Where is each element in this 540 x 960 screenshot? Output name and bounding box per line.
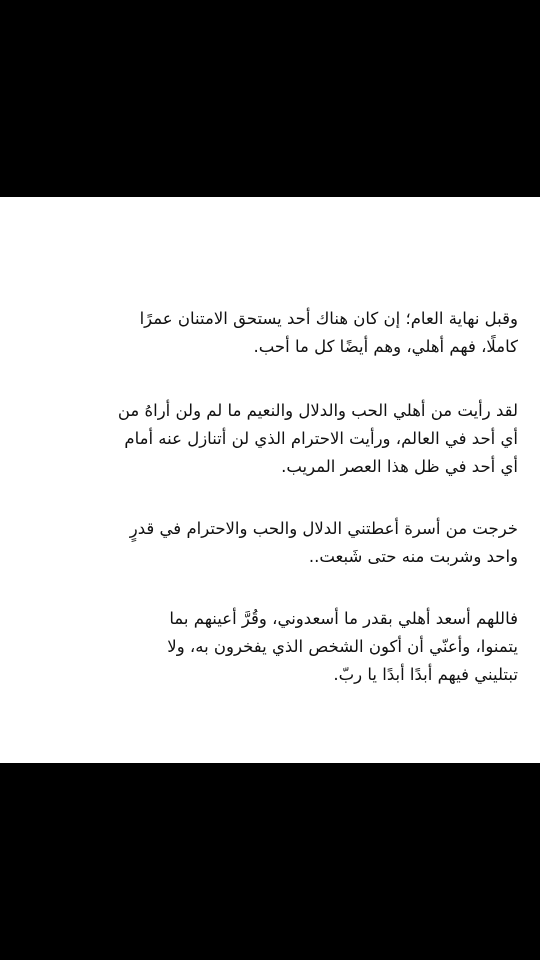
paragraph-1 xyxy=(18,305,518,361)
paragraph-line: لقد رأيت من أهلي الحب والدلال والنعيم ما لم ولن أراهُ من xyxy=(117,401,518,420)
paragraph-line: وقبل نهاية العام؛ إن كان هناك أحد يستحق الامتنان عمرًا xyxy=(139,309,518,328)
paragraph-2 xyxy=(18,397,518,481)
paragraph-line: خرجت من أسرة أعطتني الدلال والحب والاحترام في قدرٍ xyxy=(129,519,518,538)
paragraph-line: تبتليني فيهم أبدًا أبدًا يا ربّ. xyxy=(333,665,518,684)
text-card xyxy=(0,197,540,763)
paragraph-line: كاملًا، فهم أهلي، وهم أيضًا كل ما أحب. xyxy=(253,337,518,356)
paragraph-line: واحد وشربت منه حتى شَبعت.. xyxy=(308,547,518,566)
paragraph-4 xyxy=(18,605,518,689)
paragraph-line: يتمنوا، وأعنّي أن أكون الشخص الذي يفخرون به، ولا xyxy=(167,637,518,656)
paragraph-line: أي أحد في العالم، ورأيت الاحترام الذي لن أتنازل عنه أمام xyxy=(124,429,518,448)
top-black-bar xyxy=(0,0,540,197)
bottom-black-bar xyxy=(0,763,540,960)
paragraph-line: فاللهم أسعد أهلي بقدر ما أسعدوني، وقُرَّ أعينهم بما xyxy=(169,609,518,628)
paragraph-line: أي أحد في ظل هذا العصر المريب. xyxy=(281,457,518,476)
paragraph-3 xyxy=(18,515,518,571)
